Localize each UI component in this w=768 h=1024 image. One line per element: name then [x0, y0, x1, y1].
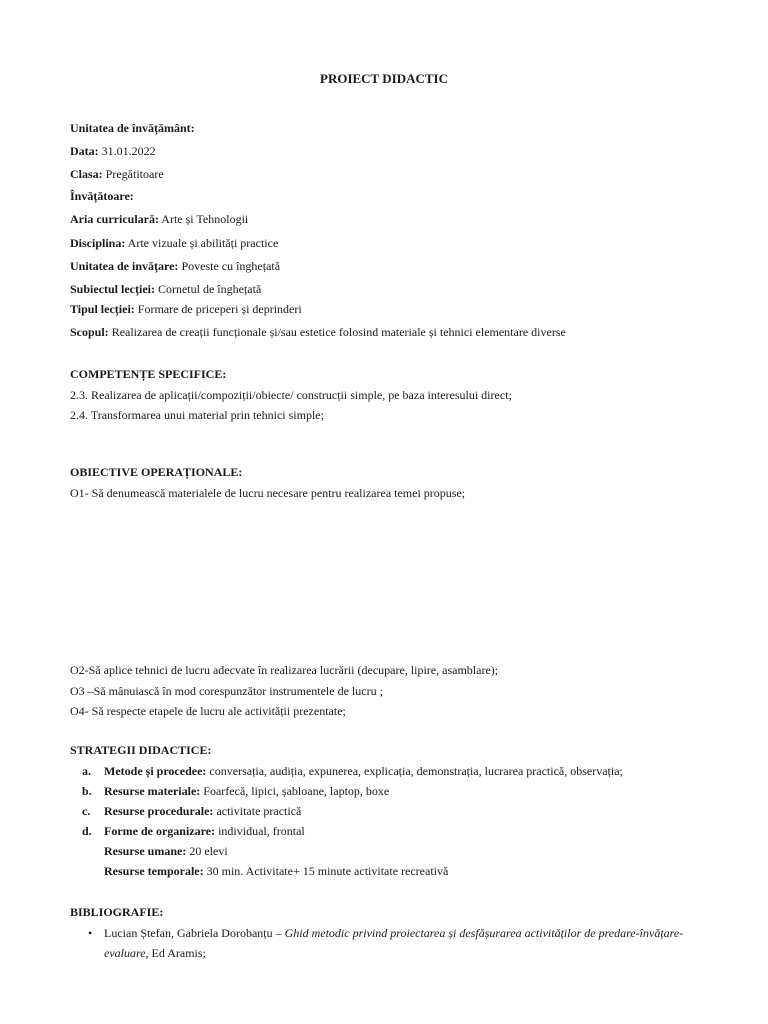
- competente-heading: COMPETENȚE SPECIFICE:: [70, 367, 227, 381]
- bibliografie-item: • Lucian Ștefan, Gabriela Dorobanțu – Ghid metodic privind proiectarea și desfășurarea activităților de predare-învățare-: [88, 926, 684, 940]
- bibliografie-heading: BIBLIOGRAFIE:: [70, 905, 164, 919]
- competenta-item: 2.4. Transformarea unui material prin tehnici simple;: [70, 408, 324, 422]
- obiectiv-o3: O3 –Să mânuiască în mod corespunzător instrumentele de lucru ;: [70, 684, 383, 698]
- field-data: Data: 31.01.2022: [70, 144, 156, 158]
- field-unitatea-invatare: Unitatea de invățare: Poveste cu înghețată: [70, 259, 281, 273]
- field-subiectul-lectiei: Subiectul lecției: Cornetul de înghețată: [70, 282, 262, 296]
- bullet-icon: •: [88, 926, 93, 940]
- obiectiv-o4: O4- Să respecte etapele de lucru ale activității prezentate;: [70, 704, 346, 718]
- strategie-resurse-umane: Resurse umane: 20 elevi: [104, 844, 228, 858]
- strategie-resurse-procedurale: c. Resurse procedurale: activitate practică: [82, 804, 302, 818]
- field-unitatea-invatamant: Unitatea de învățământ:: [70, 121, 195, 135]
- field-aria-curriculara: Aria curriculară: Arte și Tehnologii: [70, 212, 249, 226]
- field-invatatoare: Învățătoare:: [70, 189, 134, 203]
- strategie-resurse-temporale: Resurse temporale: 30 min. Activitate+ 15 minute activitate recreativă: [104, 864, 449, 878]
- strategie-metode: a. Metode și procedee: conversația, audiția, expunerea, explicația, demonstrația, lucrarea practică, observația;: [82, 764, 623, 778]
- strategie-forme-organizare: d. Forme de organizare: individual, frontal: [82, 824, 305, 838]
- strategii-heading: STRATEGII DIDACTICE:: [70, 743, 212, 757]
- field-tipul-lectiei: Tipul lecției: Formare de priceperi și deprinderi: [70, 302, 302, 316]
- bibliografie-item-cont: evaluare, Ed Aramis;: [104, 946, 206, 960]
- obiective-heading: OBIECTIVE OPERAȚIONALE:: [70, 465, 243, 479]
- document-title: PROIECT DIDACTIC: [320, 71, 448, 86]
- strategie-resurse-materiale: b. Resurse materiale: Foarfecă, lipici, șabloane, laptop, boxe: [82, 784, 390, 798]
- field-clasa: Clasa: Pregătitoare: [70, 167, 164, 181]
- obiectiv-o2: O2-Să aplice tehnici de lucru adecvate în realizarea lucrării (decupare, lipire, asamblare);: [70, 663, 499, 677]
- obiectiv-o1: O1- Să denumească materialele de lucru necesare pentru realizarea temei propuse;: [70, 486, 466, 500]
- competenta-item: 2.3. Realizarea de aplicații/compoziții/obiecte/ construcții simple, pe baza interesului direct;: [70, 388, 512, 402]
- field-disciplina: Disciplina: Arte vizuale și abilități practice: [70, 236, 279, 250]
- field-scopul: Scopul: Realizarea de creații funcționale și/sau estetice folosind materiale și tehnici elementare diverse: [70, 325, 566, 339]
